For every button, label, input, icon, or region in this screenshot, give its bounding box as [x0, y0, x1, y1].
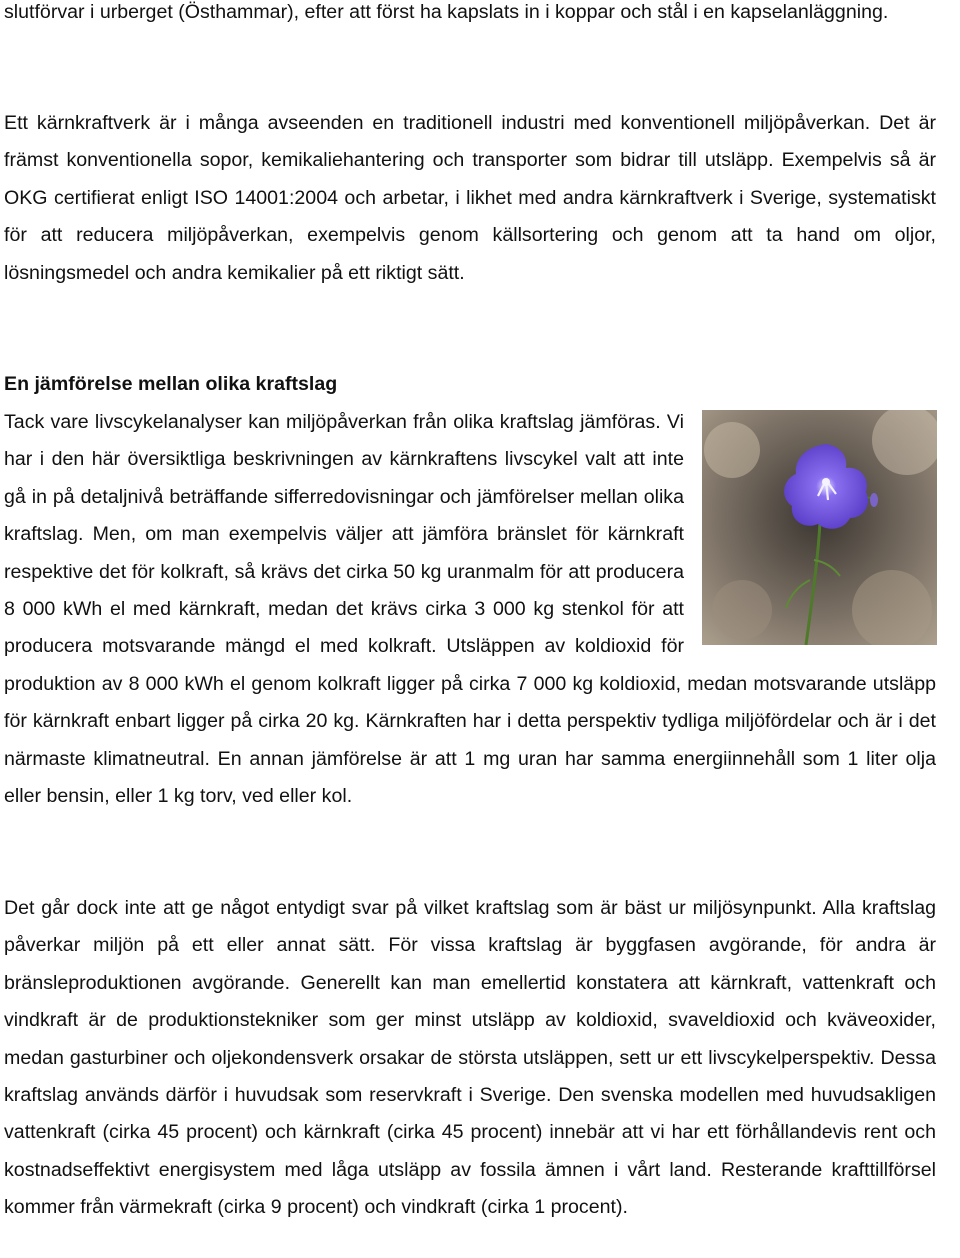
- section-heading: En jämförelse mellan olika kraftslag: [4, 373, 338, 395]
- flower-photo: [702, 410, 937, 645]
- paragraph-comparison-text: Tack vare livscykelanalyser kan miljöpåverkan från olika kraftslag jämföras. Vi har i den här översiktliga beskrivningen av kärnkraftens livscykel valt att inte gå in på detaljnivå beträffande sifferredovisningar och jämförelser mellan olika kraftslag. Men, om man exempelvis väljer att jämföra bränslet för kärnkraft respektive det för kolkraft, så krävs det cirka 50 kg uranmalm för att producera 8 000 kWh el med kärnkraft, medan det krävs cirka 3 000 kg stenkol för att producera motsvarande mängd el med kolkraft. Utsläppen av koldioxid för produktion av 8 000 kWh el genom kolkraft ligger på cirka 7 000 kg koldioxid, medan motsvarande utsläpp för kärnkraft enbart ligger på cirka 20 kg. Kärnkraften har i detta perspektiv tydliga miljöfördelar och är i det närmaste klimatneutral. En annan jämförelse är att 1 mg uran har samma energiinnehåll som 1 liter olja eller bensin, eller 1 kg torv, ved eller kol.: [4, 411, 936, 808]
- paragraph-conventional-impact: Ett kärnkraftverk är i många avseenden en traditionell industri med konventionell miljöpåverkan. Det är främst konventionella sopor, kemikaliehantering och transporter som bidrar till utsläpp. Exempelvis så är OKG certifierat enligt ISO 14001:2004 och arbetar, i likhet med andra kärnkraftverk i Sverige, systematiskt för att reducera miljöpåverkan, exempelvis genom källsortering och genom att ta hand om oljor, lösningsmedel och andra kemikalier på ett riktigt sätt.: [4, 112, 936, 284]
- paragraph-comparison: [4, 404, 936, 815]
- paragraph-intro-continuation: slutförvar i urberget (Östhammar), efter att först ha kapslats in i koppar och stål i en kapselanläggning.: [4, 1, 889, 23]
- paragraph-energy-mix: Det går dock inte att ge något entydigt svar på vilket kraftslag som är bäst ur miljösynpunkt. Alla kraftslag påverkar miljön på ett eller annat sätt. För vissa kraftslag är byggfasen avgörande, för andra är bränsleproduktionen avgörande. Generellt kan man emellertid konstatera att kärnkraft, vattenkraft och vindkraft är de produktionstekniker som ger minst utsläpp av koldioxid, svaveldioxid och kväveoxider, medan gasturbiner och oljekondensverk orsakar de största utsläppen, sett ur ett livscykelperspektiv. Dessa kraftslag används därför i huvudsak som reservkraft i Sverige. Den svenska modellen med huvudsakligen vattenkraft (cirka 45 procent) och kärnkraft (cirka 45 procent) innebär att vi har ett förhållandevis rent och kostnadseffektivt energisystem med låga utsläpp av fossila ämnen i vårt land. Resterande krafttillförsel kommer från värmekraft (cirka 9 procent) och vindkraft (cirka 1 procent).: [4, 897, 936, 1219]
